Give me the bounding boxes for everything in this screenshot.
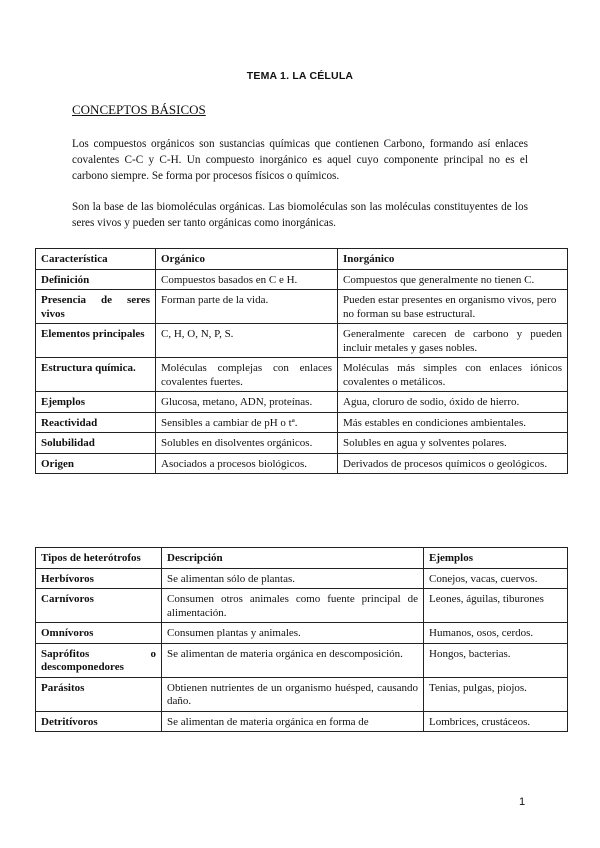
table-row <box>36 623 568 644</box>
table-header-row <box>36 249 568 270</box>
row-label: Definición <box>36 269 156 290</box>
row-label: Origen <box>36 453 156 474</box>
table-cell: Lombrices, crustáceos. <box>424 711 568 732</box>
table-cell: Se alimentan de materia orgánica en forma de <box>162 711 424 732</box>
header-cell: Descripción <box>162 548 424 569</box>
table-header-row <box>36 548 568 569</box>
table-cell: Obtienen nutrientes de un organismo huésped, causando daño. <box>162 677 424 711</box>
table-row <box>36 643 568 677</box>
row-label: Detritívoros <box>36 711 162 732</box>
table-cell: Pueden estar presentes en organismo vivos, pero no forman su base estructural. <box>338 290 568 324</box>
table-cell: Asociados a procesos biológicos. <box>156 453 338 474</box>
table-row <box>36 358 568 392</box>
row-label: Reactividad <box>36 412 156 433</box>
table-cell: Leones, águilas, tiburones <box>424 589 568 623</box>
table-row <box>36 453 568 474</box>
table-cell: Moléculas más simples con enlaces iónicos covalentes o metálicos. <box>338 358 568 392</box>
row-label: Carnívoros <box>36 589 162 623</box>
row-label: Ejemplos <box>36 392 156 413</box>
table-cell: Se alimentan sólo de plantas. <box>162 568 424 589</box>
table-cell: Consumen plantas y animales. <box>162 623 424 644</box>
header-cell: Inorgánico <box>338 249 568 270</box>
organic-inorganic-table <box>35 248 568 474</box>
table-cell: Forman parte de la vida. <box>156 290 338 324</box>
table-cell: Compuestos basados en C e H. <box>156 269 338 290</box>
table-row <box>36 412 568 433</box>
table-cell: Solubles en disolventes orgánicos. <box>156 433 338 454</box>
table-row <box>36 269 568 290</box>
table-row <box>36 677 568 711</box>
header-cell: Ejemplos <box>424 548 568 569</box>
section-heading: CONCEPTOS BÁSICOS <box>72 102 206 117</box>
table-row <box>36 711 568 732</box>
document-title: TEMA 1. LA CÉLULA <box>246 70 354 82</box>
row-label: Herbívoros <box>36 568 162 589</box>
header-cell: Orgánico <box>156 249 338 270</box>
table-row <box>36 290 568 324</box>
row-label: Solubilidad <box>36 433 156 454</box>
table-cell: Sensibles a cambiar de pH o tª. <box>156 412 338 433</box>
table-cell: Hongos, bacterias. <box>424 643 568 677</box>
table-cell: Compuestos que generalmente no tienen C. <box>338 269 568 290</box>
table-cell: Más estables en condiciones ambientales. <box>338 412 568 433</box>
table-cell: Conejos, vacas, cuervos. <box>424 568 568 589</box>
row-label: Parásitos <box>36 677 162 711</box>
page-number: 1 <box>519 796 526 808</box>
row-label: Elementos principales <box>36 324 156 358</box>
table-cell: Tenias, pulgas, piojos. <box>424 677 568 711</box>
table-cell: Generalmente carecen de carbono y pueden incluir metales y gases nobles. <box>338 324 568 358</box>
table-cell: Solubles en agua y solventes polares. <box>338 433 568 454</box>
table-cell: Se alimentan de materia orgánica en descomposición. <box>162 643 424 677</box>
table-cell: Consumen otros animales como fuente principal de alimentación. <box>162 589 424 623</box>
table-cell: C, H, O, N, P, S. <box>156 324 338 358</box>
row-label: Presencia de seres vivos <box>36 290 156 324</box>
paragraph-1: Los compuestos orgánicos son sustancias químicas que contienen Carbono, formando así enlaces covalentes C-C y C-H. Un compuesto inorgánico es aquel cuyo componente principal no es el carbono siempre. Se forma por procesos físicos o químicos. <box>72 138 528 182</box>
table-cell: Glucosa, metano, ADN, proteínas. <box>156 392 338 413</box>
table-cell: Humanos, osos, cerdos. <box>424 623 568 644</box>
table-cell: Derivados de procesos químicos o geológicos. <box>338 453 568 474</box>
header-cell: Tipos de heterótrofos <box>36 548 162 569</box>
table-row <box>36 433 568 454</box>
table-row <box>36 568 568 589</box>
row-label: Omnívoros <box>36 623 162 644</box>
table-cell: Agua, cloruro de sodio, óxido de hierro. <box>338 392 568 413</box>
header-cell: Característica <box>36 249 156 270</box>
row-label: Estructura química. <box>36 358 156 392</box>
heterotrophs-table <box>35 547 568 732</box>
table-cell: Moléculas complejas con enlaces covalentes fuertes. <box>156 358 338 392</box>
table-row <box>36 589 568 623</box>
table-row <box>36 324 568 358</box>
table-row <box>36 392 568 413</box>
paragraph-2: Son la base de las biomoléculas orgánicas. Las biomoléculas son las moléculas constituyentes de los seres vivos y pueden ser tanto orgánicas como inorgánicas. <box>72 201 528 229</box>
row-label: Saprófitos o descomponedores <box>36 643 162 677</box>
